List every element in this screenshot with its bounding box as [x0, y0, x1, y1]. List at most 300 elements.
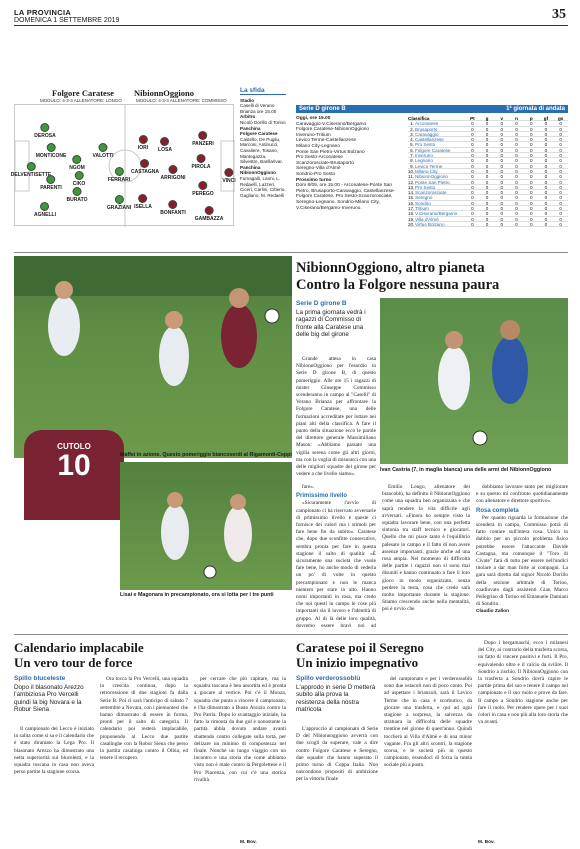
standings-value: 0	[471, 163, 474, 169]
standings-pos: 5.	[410, 142, 414, 148]
main-col-3	[382, 484, 470, 630]
standings-value: 0	[529, 221, 533, 227]
main-col-2-text: «Sicuramente l'avvio di campionato ci ha riservato avversarie di primissimo livello e queste ci fornisce dei valori ma i stimoli per fare bene fin da subito». Caratese che, dopo due sconfitte consecutive, sembra pronta per fare in questa stagione il salto di qualità: «È sicuramente una società che vuole fare bene, ho anche modo di vederla un po' di volte in questo precampionato e non le manca nientem per stare in alto. Hanno nomi importanti in rosa, ma credo che noi questi in campo le cose più importanti sia il lavoro e l'identità di gruppo. Al di là delle loro qualità, dovremo essere bravi noi ad	[296, 500, 376, 629]
standings-value: 0	[529, 153, 533, 159]
standings-value: 0	[485, 206, 489, 212]
standings-value: 0	[544, 131, 548, 137]
standings-value: 0	[529, 206, 533, 212]
standings-value: 0	[500, 147, 504, 153]
standings-header-cell: p	[529, 116, 533, 121]
standings-value: 0	[515, 211, 518, 217]
br-col-1-text: L'approccio al campionato di Serie D del Nibionnoggiono avverrà con due scogli da superare, vale a dire contro Folgore Caratese e Seregno, due squadre che hanno superato il primo turno di Coppa Italia. Non nascondono propositi di ambizione per la vittoria finale	[296, 726, 378, 783]
standings-value: 0	[485, 174, 489, 180]
br-col-3-text: Dopo i bergamaschi, ecco i milanesi del City, ai contrario della trasferta scorsa, un fatto di vincere positivi e forti. Il Pro, equivalendo oltre e il calcio da svilire. Il Sondrio a rischio. Il NibionnOggiono con la trasferta a Sondrio dovrà capire le partite prima del suo e tenere il campo nel campionato e il suo ruolo e prove da fare. Il campo a Sondrio stagione anche per fare il ruolo. Per rendere opere per i suoi colori in casa e non più alla loro storia che va avanti.	[478, 640, 568, 726]
main-summary: La prima giornata vedrà i ragazzi di Commisso di fronte alla Caratese una delle big del girone	[296, 309, 366, 339]
standings-value: 0	[485, 153, 489, 159]
standings-value: 0	[500, 126, 504, 132]
fixture-line: Pro Sesto-Arconatese	[296, 155, 343, 161]
standings-value: 0	[485, 126, 489, 132]
standings-value: 0	[529, 168, 533, 174]
standings-team: NibionnOggiono	[415, 174, 448, 180]
standings-team: Virtus Bolzano	[415, 221, 445, 227]
standings-value: 0	[529, 126, 533, 132]
standings-value: 0	[515, 137, 518, 143]
standings-pos: 10.	[408, 168, 415, 174]
standings-team: Sondrio	[415, 200, 431, 206]
standings-value: 0	[559, 206, 562, 212]
standings-team: Folgore Caratese	[415, 147, 451, 153]
shirt-number: 10	[57, 449, 91, 482]
standings-value: 0	[471, 158, 474, 164]
standings-team: Tritium	[415, 206, 429, 212]
standings-value: 0	[500, 206, 504, 212]
standings-value: 0	[515, 142, 518, 148]
standings-value: 0	[485, 168, 489, 174]
fixture-line: Folgore Caratese-NibionnOggiono	[296, 127, 370, 133]
standings-team: Levico Terme	[415, 163, 443, 169]
standings-value: 0	[529, 211, 533, 217]
standings-header-cell: g	[485, 116, 489, 121]
main-col-2-tail: fare».	[302, 484, 315, 490]
br-lede: L'approdo in serie D metterà subito alla prova la resistenza della nostra matricola	[296, 684, 376, 714]
player-home: NGOM	[69, 155, 85, 171]
standings-value: 0	[471, 168, 474, 174]
standings-value: 0	[544, 216, 548, 222]
standings-value: 0	[544, 126, 548, 132]
standings-value: 0	[471, 121, 474, 127]
standings-value: 0	[515, 147, 518, 153]
player-home: DEROSA	[34, 123, 55, 139]
bl-col-2	[100, 676, 188, 841]
serie-d-box	[296, 105, 568, 227]
standings-value: 0	[529, 216, 533, 222]
standings-value: 0	[485, 158, 489, 164]
standings-value: 0	[485, 211, 489, 217]
caption-2: Ivan Castria (7, in maglia bianca) una delle armi del NibionnOggiono	[380, 467, 552, 473]
standings-value: 0	[485, 163, 489, 169]
fixture-line: Seregno-Villa d'Almè	[296, 166, 341, 172]
bl-col-1-text: Il campionato del Lecco è iniziato in salita come si sa e il calendario che è stato diramato la Lega Pro. Il blasonato Arezzo ha dimostrato una netta superiorità sui blucelesti, e la squadra toscana in casa non aveva perso partite la stagione scorsa.	[14, 726, 94, 776]
standings-pos: 13.	[408, 184, 415, 190]
player-away: CASTAGNA	[131, 159, 159, 175]
section-rule	[14, 252, 568, 253]
round-label: 1ª giornata di andata	[506, 106, 565, 112]
standings-value: 0	[529, 163, 533, 169]
standings-value: 0	[485, 221, 489, 227]
player-away: IORI	[138, 135, 148, 151]
standings-value: 0	[485, 137, 489, 143]
standings-team: Pro Sesto	[415, 142, 436, 148]
standings-value: 0	[471, 126, 474, 132]
standings-pos: 18.	[408, 211, 415, 217]
standings-value: 0	[544, 211, 548, 217]
standings-value: 0	[515, 200, 518, 206]
main-col-4-text: dobbiamo lavorare tanto per migliorare e su questo mi confronto quotidianamente con allenatore e direttore sportivo».	[476, 484, 568, 505]
standings-value: 0	[500, 190, 504, 196]
standings-team: Brusaporto	[415, 126, 438, 132]
standings-value: 0	[544, 153, 548, 159]
br-col-2-text: del campionato e per i verderossoblù sono due ostacoli non di poco conto. Poi ad aspettare i brianzoli, sarà il Levico Terme che in casa è scorbutico, da giocare una trasferta, e qui ad ogni stagione a sorpresa, la salvezza da stratuara la difficoltà delle squadre trentine nel girone di quest'anno. Quindi toccherà al Villa d'Almè e di una minor vagante. Fra gli altri scontri, la stagione scorsa, e le società più in questo campionato, essendoci di forza la tutela sociale più a posto.	[384, 676, 472, 769]
lineup-module-home: MODULO: 4-3-3 ALLENATORE: LONGO	[40, 98, 122, 103]
standings-pos: 11.	[408, 174, 415, 180]
main-col-2-sub: Primissimo livello	[296, 493, 348, 500]
main-headline-line2: Contro la Folgore nessuna paura	[296, 277, 500, 293]
player-home: CIKO	[73, 171, 86, 187]
standings-value: 0	[559, 190, 562, 196]
standings-value: 0	[471, 137, 474, 143]
player-away: PANZERI	[192, 131, 214, 147]
standings-value: 0	[485, 190, 489, 196]
standings-value: 0	[559, 137, 562, 143]
serie-d-bar	[296, 105, 568, 113]
fixture-line: Levico Terme-Castellanzese	[296, 138, 357, 144]
standings-value: 0	[559, 179, 562, 185]
match-info-line: Panchina	[240, 125, 261, 131]
match-info-line: Fumagalli, Lanni, L. Redaelli, Lazzeri, Ciceri, Carlini, Citterio, Gagliano, M. Redaelli	[240, 175, 286, 198]
fixture-line: Inveruno-Tritium	[296, 132, 331, 138]
fixture-line: Dom 8/09, ore 15.00 - Arconatese-Ponte San Pietro, Brusaporto-Caravaggio, Castellanzese-Folgore Caratese, Pro Sesto-Scanzorosciate, Seregno-Legnano, Sondrio-Milano City, V.Ciserano/Bergamo-Inveruno.	[296, 183, 396, 211]
standings-value: 0	[559, 168, 562, 174]
standings-team: Seregno	[415, 195, 433, 201]
standings-value: 0	[515, 221, 518, 227]
photo-lisai	[120, 462, 292, 590]
standings-pos: 12.	[408, 179, 415, 185]
player-home: GRAZIANI	[107, 195, 131, 211]
bl-headline-1: Calendario implacabile	[14, 640, 144, 655]
standings-value: 0	[515, 131, 518, 137]
standings-value: 0	[471, 179, 474, 185]
match-info	[240, 88, 286, 198]
standings-pos: 17.	[408, 206, 415, 212]
standings-pos: 16.	[408, 200, 415, 206]
standings-value: 0	[559, 216, 562, 222]
standings-value: 0	[485, 142, 489, 148]
standings-value: 0	[544, 184, 548, 190]
standings-team: Scanzorosciate	[415, 190, 447, 196]
standings-value: 0	[544, 158, 548, 164]
player-away: PIROLA	[192, 154, 211, 170]
standings-value: 0	[500, 216, 504, 222]
standings-pos: 14.	[408, 190, 415, 196]
lineup-title-away: NibionnOggiono	[134, 88, 194, 98]
standings-value: 0	[529, 131, 533, 137]
fixture-line: Prossimo turno	[296, 177, 332, 183]
photo-castria	[380, 298, 568, 464]
standings-value: 0	[471, 147, 474, 153]
player-away: GAMBAZZA	[195, 206, 224, 222]
fixture-line: Oggi, ore 15.00	[296, 116, 331, 121]
standings-value: 0	[500, 221, 504, 227]
standings-header-cell: gs	[557, 116, 564, 121]
standings-value: 0	[500, 131, 504, 137]
standings-value: 0	[515, 174, 518, 180]
standings-value: 0	[529, 179, 533, 185]
standings-value: 0	[559, 200, 562, 206]
standings-value: 0	[559, 158, 562, 164]
standings-value: 0	[471, 184, 474, 190]
standings-value: 0	[471, 195, 474, 201]
match-info-line: Nicolò Dorillo di Torino	[240, 119, 286, 125]
standings-value: 0	[559, 184, 562, 190]
main-col-1-text: Grande attesa in casa NibionnOggiono per l'esordio in Serie D girone B, di questo pomeriggio. Alle ore 15 i ragazzi di mister Giuseppe Commisso scenderanno in campo al "Caselli" di Verano Brianza per affrontare la Folgore Caratese, una delle formazioni accreditate per lottare nei piani alti della classifica. A fare il punto della situazione ecco le parole del direttore generale Massimiliano Mason: «Abbiamo passato una vigilia serena come gli altri giorni, ma con la voglia di misurarci con una delle migliori squadre del girone per vedere a che livello siamo».	[296, 356, 376, 478]
standings-pos: 9.	[410, 163, 414, 169]
lineup-module-away: MODULO: 4-3-3 ALLENATORE: COMMISSO	[136, 98, 227, 103]
header-rule	[14, 25, 568, 26]
standings-team: Milano City	[415, 168, 438, 174]
photo-duel-illustration	[380, 298, 568, 464]
standings-value: 0	[544, 163, 548, 169]
caption-1: Maffei in azione. Questo pomeriggio biancoverdi al Rigamonti-Ceppi	[120, 452, 292, 458]
standings-value: 0	[544, 179, 548, 185]
standings-value: 0	[559, 174, 562, 180]
standings-table	[408, 116, 568, 227]
header	[14, 9, 119, 25]
player-away: ISELLA	[134, 194, 152, 210]
standings-value: 0	[485, 121, 489, 127]
standings-value: 0	[529, 137, 533, 143]
standings-value: 0	[485, 195, 489, 201]
fixture-line: Sondrio-Pro Sesto	[296, 171, 336, 177]
br-kicker: Spillo verderossoblù	[296, 675, 361, 682]
standings-value: 0	[485, 184, 489, 190]
standings-value: 0	[529, 158, 533, 164]
fixture-line: Milano City-Legnano	[296, 143, 340, 149]
standings-value: 0	[544, 142, 548, 148]
main-byline: Claudio Zallon	[476, 609, 510, 615]
standings-value: 0	[559, 142, 562, 148]
standings-value: 0	[515, 179, 518, 185]
standings-value: 0	[471, 142, 474, 148]
standings-value: 0	[500, 158, 504, 164]
player-home: MONTICONE	[36, 143, 67, 159]
standings-value: 0	[471, 206, 474, 212]
main-headline	[296, 260, 568, 294]
standings-value: 0	[515, 163, 518, 169]
standings-value: 0	[559, 121, 562, 127]
standings-value: 0	[500, 179, 504, 185]
br-col-2	[384, 676, 472, 841]
standings-value: 0	[500, 153, 504, 159]
player-away: BONFANTI	[160, 200, 186, 216]
standings-value: 0	[500, 211, 504, 217]
main-kicker: Serie D girone B	[296, 300, 347, 307]
match-info-line: Castello, De Pugliu, Marconi, Antinucci, Cavaliere, Tosano, Mantegazza, Silvestre, Barilla/Ivar.	[240, 136, 283, 165]
standings-value: 0	[544, 190, 548, 196]
main-col-4-text-b: Per quanto riguarda la formazione che scenderà in campo, Commisso potrà di fatto contare sull'intera rosa. Unico in dubbio per un piccolo problema fisico potrebbe essere l'attaccante Davide Castagna, ma comunque il "Toro di Civate" farà di tutto per essere nell'undici titolare a dar man forte ai compagni. La gara sarà diretta dal signor Nicolò Dorillo della sezione arbitrale di Torino, coadiuvato dagli assistenti Gian Marco Pellegrino di Torino ed Emanuele Damiani di Sondrio.	[476, 514, 568, 608]
player-home: BURATO	[67, 187, 88, 203]
paper-name: LA PROVINCIA	[14, 8, 72, 17]
match-info-line: NibionnOggiono	[240, 170, 276, 176]
issue-date: DOMENICA 1 SETTEMBRE 2019	[14, 17, 120, 24]
standings-header-cell: v	[500, 116, 504, 121]
standings-value: 0	[529, 200, 533, 206]
fixture-line: Caravaggio-V.Ciserano/Bergamo	[296, 121, 367, 127]
standings-value: 0	[544, 206, 548, 212]
standings-value: 0	[515, 206, 518, 212]
standings-value: 0	[485, 131, 489, 137]
standings-value: 0	[515, 168, 518, 174]
standings-value: 0	[471, 221, 474, 227]
bl-lede: Dopo il blasonato Arezzo l'ambiziosa Pro Vercelli quindi la big Novara e la Robur Siena	[14, 684, 84, 714]
standings-pos: 4.	[410, 137, 414, 143]
standings-value: 0	[559, 153, 562, 159]
standings-team: Arconatese	[415, 121, 439, 127]
standings-value: 0	[559, 195, 562, 201]
match-info-lines	[240, 98, 286, 199]
standings-value: 0	[500, 121, 504, 127]
br-headline-1: Caratese poi il Seregno	[296, 640, 424, 655]
main-col-4-sub: Rosa completa	[476, 507, 519, 514]
bl-col-1	[14, 726, 94, 841]
standings-value: 0	[559, 147, 562, 153]
standings-pos: 19.	[408, 216, 415, 222]
standings-value: 0	[485, 216, 489, 222]
standings-value: 0	[471, 131, 474, 137]
fixture-line: Ponte San Pietro-Virtus Bolzano	[296, 149, 365, 155]
standings-value: 0	[544, 195, 548, 201]
standings-pos: 8.	[410, 158, 414, 164]
standings-header-cell: Pt	[470, 116, 475, 121]
bl-byline: M. Bov.	[240, 840, 257, 845]
standings-value: 0	[529, 147, 533, 153]
bl-col-2-text: Ora tocca la Pro Vercelli, una squadra in crescita continua, dopo la retrocessione di due stagioni fa dalla Serie B. Poi ci sarà l'anticipo di sabato 7 settembre a Novara, con i piemontesi che hanno dimostrato di essere in forma, pronti per il salto di categoria. Il calendario poi resterà implacabile, proponendo al Lecco due partite casalinghe con la Robur Siena che perso la partita casalinga contro il Olbia, ed tenere il recupero.	[100, 676, 188, 762]
standings-value: 0	[544, 147, 548, 153]
match-info-title: La sfida	[240, 88, 286, 95]
br-byline: M. Bov.	[478, 840, 495, 845]
player-away: ARRIGONI	[161, 165, 186, 181]
standings-team: Inveruno	[415, 153, 433, 159]
standings-value: 0	[544, 121, 548, 127]
player-away: PEREGO	[192, 181, 213, 197]
standings-value: 0	[559, 163, 562, 169]
match-info-line: Stadio	[240, 97, 255, 103]
page-number: 35	[552, 7, 566, 22]
standings-value: 0	[500, 163, 504, 169]
standings-pos: 20.	[408, 221, 415, 227]
pitch	[10, 104, 236, 226]
standings-header-cell: gf	[543, 116, 549, 121]
fixture-line: Scanzorosciate-Brusaporto	[296, 160, 354, 166]
standings-team: Villa d'Almè	[415, 216, 439, 222]
bl-kicker: Spillo bluceleste	[14, 675, 66, 682]
player-home: DELVENTISETTE	[11, 162, 51, 178]
standings-value: 0	[471, 200, 474, 206]
caption-3: Lisai e Magonara in precampionato, ora si lotta per i tre punti	[120, 592, 274, 598]
standings-value: 0	[529, 142, 533, 148]
standings-pos: 7.	[410, 153, 414, 159]
fixtures-list	[296, 116, 404, 211]
player-away: LOSA	[158, 137, 172, 153]
standings-value: 0	[544, 200, 548, 206]
bl-headline-2: Un vero tour de force	[14, 655, 133, 670]
standings-team: Castellanzese	[415, 137, 444, 143]
standings-team: V.Ciserano/Bergamo	[415, 211, 458, 217]
match-info-line: Folgore Caratese	[240, 131, 278, 137]
standings-value: 0	[515, 190, 518, 196]
shirt-name: CUTOLO	[57, 442, 91, 451]
player-home: FERRARI	[108, 167, 130, 183]
lineup-box	[10, 88, 236, 228]
standings-value: 0	[544, 221, 548, 227]
standings-value: 0	[529, 190, 533, 196]
br-col-1	[296, 726, 378, 841]
photo-training-illustration	[120, 462, 292, 590]
main-col-4	[476, 484, 568, 630]
match-info-line: Panchina	[240, 164, 261, 170]
match-info-line: Arbitro	[240, 114, 256, 120]
standings-value: 0	[500, 137, 504, 143]
standings-value: 0	[471, 153, 474, 159]
standings-value: 0	[515, 184, 518, 190]
standings-pos: 6.	[410, 147, 414, 153]
main-headline-line1: NibionnOggiono, altro pianeta	[296, 260, 485, 276]
standings-row	[408, 222, 568, 227]
standings-value: 0	[471, 174, 474, 180]
br-headline	[296, 640, 486, 670]
standings-pos: 15.	[408, 195, 415, 201]
standings-header-cell: n	[515, 116, 518, 121]
standings-value: 0	[559, 131, 562, 137]
standings-value: 0	[515, 195, 518, 201]
standings-team: Pro Sesto	[415, 184, 436, 190]
standings-value: 0	[515, 126, 518, 132]
player-home: AGNELLI	[34, 202, 56, 218]
standings-value: 0	[515, 216, 518, 222]
standings-value: 0	[485, 147, 489, 153]
player-shirt-10	[24, 430, 124, 520]
standings-value: 0	[529, 195, 533, 201]
standings-value: 0	[529, 184, 533, 190]
standings-value: 0	[500, 200, 504, 206]
standings-value: 0	[500, 195, 504, 201]
standings-value: 0	[559, 126, 562, 132]
standings-pos: 3.	[410, 131, 414, 137]
bl-col-3	[194, 676, 286, 841]
standings-header-cell: Classifica	[408, 116, 430, 121]
br-headline-2: Un inizio impegnativo	[296, 655, 419, 670]
photo-maffei	[14, 256, 292, 458]
standings-value: 0	[559, 211, 562, 217]
standings-value: 0	[529, 121, 533, 127]
standings-value: 0	[515, 153, 518, 159]
bl-col-3-text: per cercare che più capitare, ma la squadra toscana è ben assortita ed è pronta a giocare al vertice. Poi c'è il Monza, squadra che punta a vincere il campionato, e l'ha dimostrato a Busto Arsizio contro la Pro Patria. Dopo lo svantaggio iniziale, ha fatto la rimonta da due gol e nonostante la partita abbia dovuto andare avanti sbattendo contro collegate sulla torta, per delizare un minimo di compostezza nel finale. Nonché un lungo viaggio con un incontro e una storia che come abbiamo visto non è male contro la Pergolettese e il Pro Piacenza, con cui c'è una storica rivalità.	[194, 676, 286, 783]
standings-team: Caravaggio	[415, 131, 439, 137]
standings-value: 0	[544, 168, 548, 174]
standings-value: 0	[471, 211, 474, 217]
bottom-rule	[14, 634, 568, 635]
standings-value: 0	[485, 200, 489, 206]
standings-team: Legnano	[415, 158, 433, 164]
standings-pos: 1.	[410, 121, 414, 127]
standings-team: Ponte San Pietro	[415, 179, 450, 185]
main-col-3-text: Emilio Longo, allenatore dei biancoblù, ha definito il NibionnOggiono come una squadra ben organizzata e che saprà rendere la vita difficile agli avversari. «Finora ho sempre visto la squadra lavorare bene, con una perfetta sintonia tra staff tecnico e giocatori. Quello che mi piace tanto è l'equilibrio palesato in campo e il fatto di non avere assenze importanti, grazie anche ad una rosa ampia. Nel momento di difficoltà delle partite i ragazzi non si sono mai disuniti e hanno continuato a fare il loro gioco in modo organizzato, senza perdere la testa, cosa che credo sarà molto importante durante la stagione. Stiamo crescendo anche nella mentalità, poi è ovvio che	[382, 484, 470, 613]
standings-value: 0	[559, 221, 562, 227]
standings-value: 0	[500, 184, 504, 190]
br-col-3	[478, 640, 568, 835]
standings-value: 0	[485, 179, 489, 185]
lineup-title-home: Folgore Caratese	[52, 88, 114, 98]
player-away: VINCI	[222, 168, 235, 184]
standings-value: 0	[515, 121, 518, 127]
player-home: VALOTTI	[92, 143, 113, 159]
standings-pos: 2.	[410, 126, 414, 132]
match-info-line: Caselli di Verano Brianza ore 15.00	[240, 103, 277, 114]
standings-value: 0	[471, 216, 474, 222]
player-home: PARENTI	[40, 175, 62, 191]
main-col-2	[296, 484, 376, 630]
main-col-1	[296, 356, 376, 482]
standings-value: 0	[544, 174, 548, 180]
